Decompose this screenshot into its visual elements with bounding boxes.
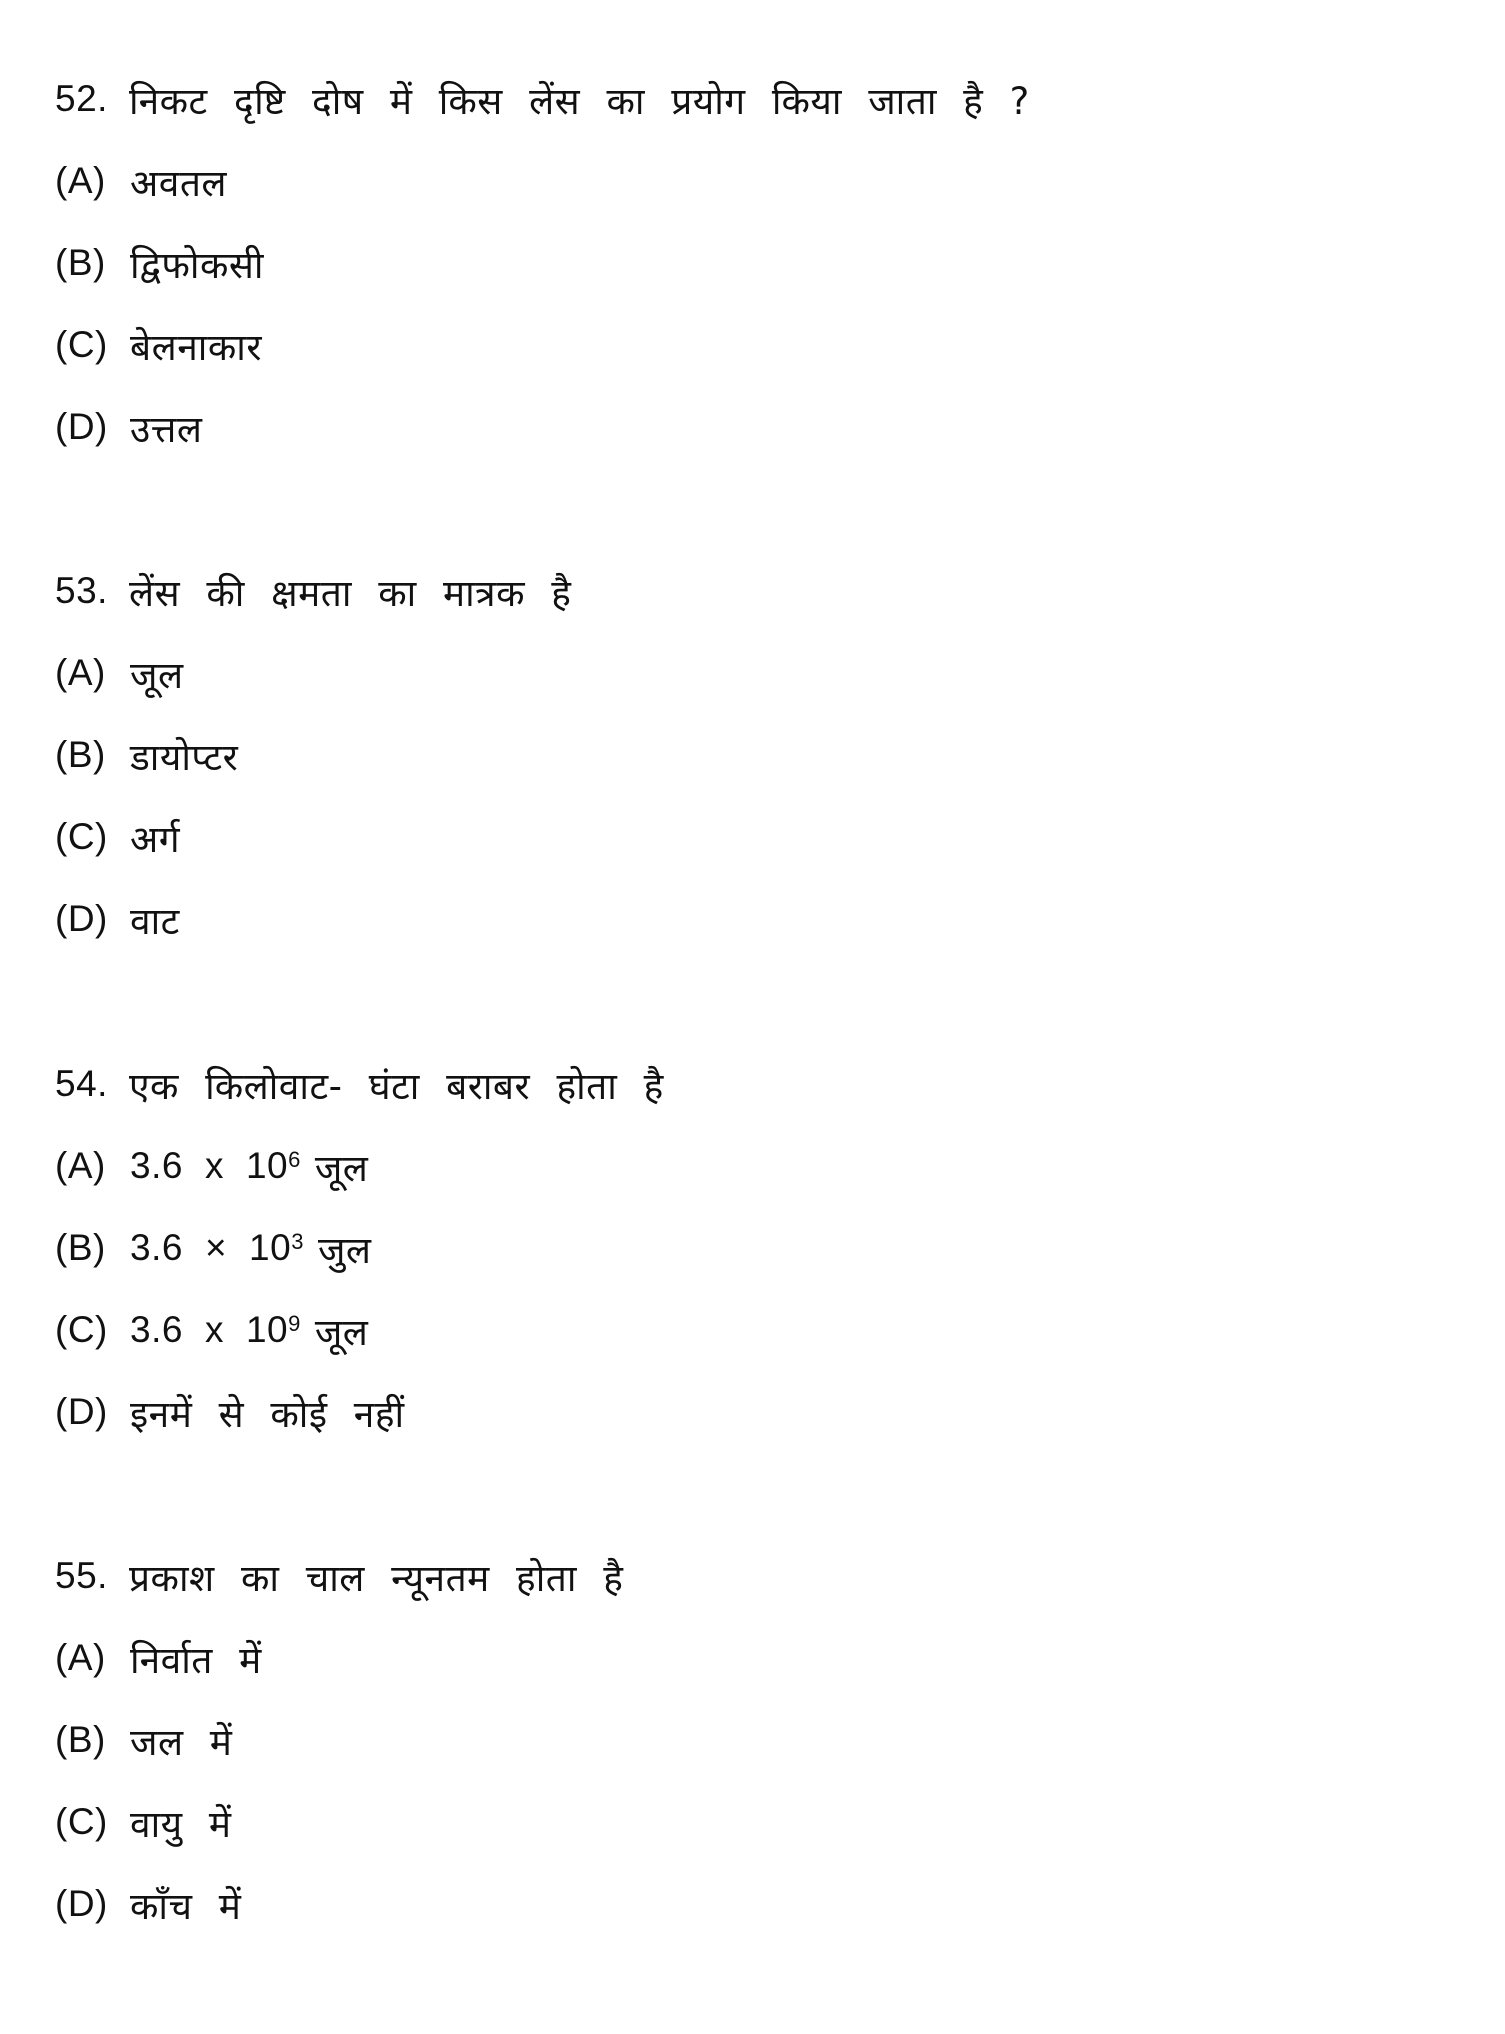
option-unit: जुल xyxy=(317,1228,372,1272)
option-text: जल में xyxy=(130,1720,233,1764)
option-b xyxy=(55,222,1455,304)
question-number: 54. xyxy=(55,1063,108,1104)
option-text: द्विफोकसी xyxy=(130,243,264,287)
option-d xyxy=(55,1371,1455,1453)
option-label: (C) xyxy=(55,324,108,365)
question-52 xyxy=(55,58,1455,468)
option-text: उत्तल xyxy=(130,407,203,451)
option-text: निर्वात में xyxy=(130,1638,262,1682)
option-label: (D) xyxy=(55,898,108,939)
option-d xyxy=(55,1863,1455,1945)
question-54 xyxy=(55,1043,1455,1453)
option-label: (D) xyxy=(55,406,108,447)
option-text: वाट xyxy=(130,899,180,943)
question-text: प्रकाश का चाल न्यूनतम होता है xyxy=(129,1556,624,1600)
option-label: (A) xyxy=(55,160,106,201)
multiply-operator: x xyxy=(204,1309,224,1350)
option-c xyxy=(55,1289,1455,1371)
option-a xyxy=(55,140,1455,222)
option-label: (C) xyxy=(55,816,108,857)
option-label: (B) xyxy=(55,734,106,775)
option-exponent: 9 xyxy=(288,1311,301,1336)
question-text: निकट दृष्टि दोष में किस लेंस का प्रयोग किया जाता है ? xyxy=(129,79,1030,123)
option-label: (C) xyxy=(55,1801,108,1842)
option-mantissa: 3.6 xyxy=(130,1227,183,1268)
option-d xyxy=(55,386,1455,468)
option-text: इनमें से कोई नहीं xyxy=(130,1392,405,1436)
option-mantissa: 3.6 xyxy=(130,1145,183,1186)
option-label: (D) xyxy=(55,1391,108,1432)
option-label: (B) xyxy=(55,242,106,283)
option-text: अर्ग xyxy=(130,817,181,861)
option-exponent: 6 xyxy=(288,1147,301,1172)
multiply-operator: × xyxy=(204,1227,228,1268)
multiply-operator: x xyxy=(204,1145,224,1186)
option-a xyxy=(55,632,1455,714)
option-base: 10 xyxy=(249,1227,292,1268)
option-a xyxy=(55,1617,1455,1699)
question-stem xyxy=(55,1043,1455,1125)
option-a xyxy=(55,1125,1455,1207)
option-c xyxy=(55,796,1455,878)
question-55 xyxy=(55,1535,1455,1945)
question-number: 52. xyxy=(55,78,108,119)
option-label: (D) xyxy=(55,1883,108,1924)
question-stem xyxy=(55,1535,1455,1617)
question-number: 53. xyxy=(55,570,108,611)
option-label: (C) xyxy=(55,1309,108,1350)
option-c xyxy=(55,1781,1455,1863)
option-base: 10 xyxy=(245,1145,289,1186)
option-c xyxy=(55,304,1455,386)
option-label: (A) xyxy=(55,1637,106,1678)
option-text: बेलनाकार xyxy=(130,325,262,369)
question-stem xyxy=(55,58,1455,140)
question-number: 55. xyxy=(55,1555,108,1596)
option-unit: जूल xyxy=(314,1310,369,1354)
option-text: वायु में xyxy=(130,1802,232,1846)
option-b xyxy=(55,1207,1455,1289)
option-base: 10 xyxy=(245,1309,289,1350)
option-exponent: 3 xyxy=(291,1229,304,1254)
question-text: लेंस की क्षमता का मात्रक है xyxy=(129,571,572,615)
option-unit: जूल xyxy=(314,1146,369,1190)
option-label: (B) xyxy=(55,1227,106,1268)
question-stem xyxy=(55,550,1455,632)
option-text: अवतल xyxy=(130,161,228,205)
option-b xyxy=(55,1699,1455,1781)
option-mantissa: 3.6 xyxy=(130,1309,183,1350)
option-text: डायोप्टर xyxy=(130,735,239,779)
question-text: एक किलोवाट- घंटा बराबर होता है xyxy=(129,1064,664,1108)
option-label: (A) xyxy=(55,652,106,693)
option-d xyxy=(55,878,1455,960)
option-label: (A) xyxy=(55,1145,106,1186)
option-text: काँच में xyxy=(130,1884,242,1928)
option-label: (B) xyxy=(55,1719,106,1760)
question-53 xyxy=(55,550,1455,960)
option-text: जूल xyxy=(130,653,184,697)
option-b xyxy=(55,714,1455,796)
